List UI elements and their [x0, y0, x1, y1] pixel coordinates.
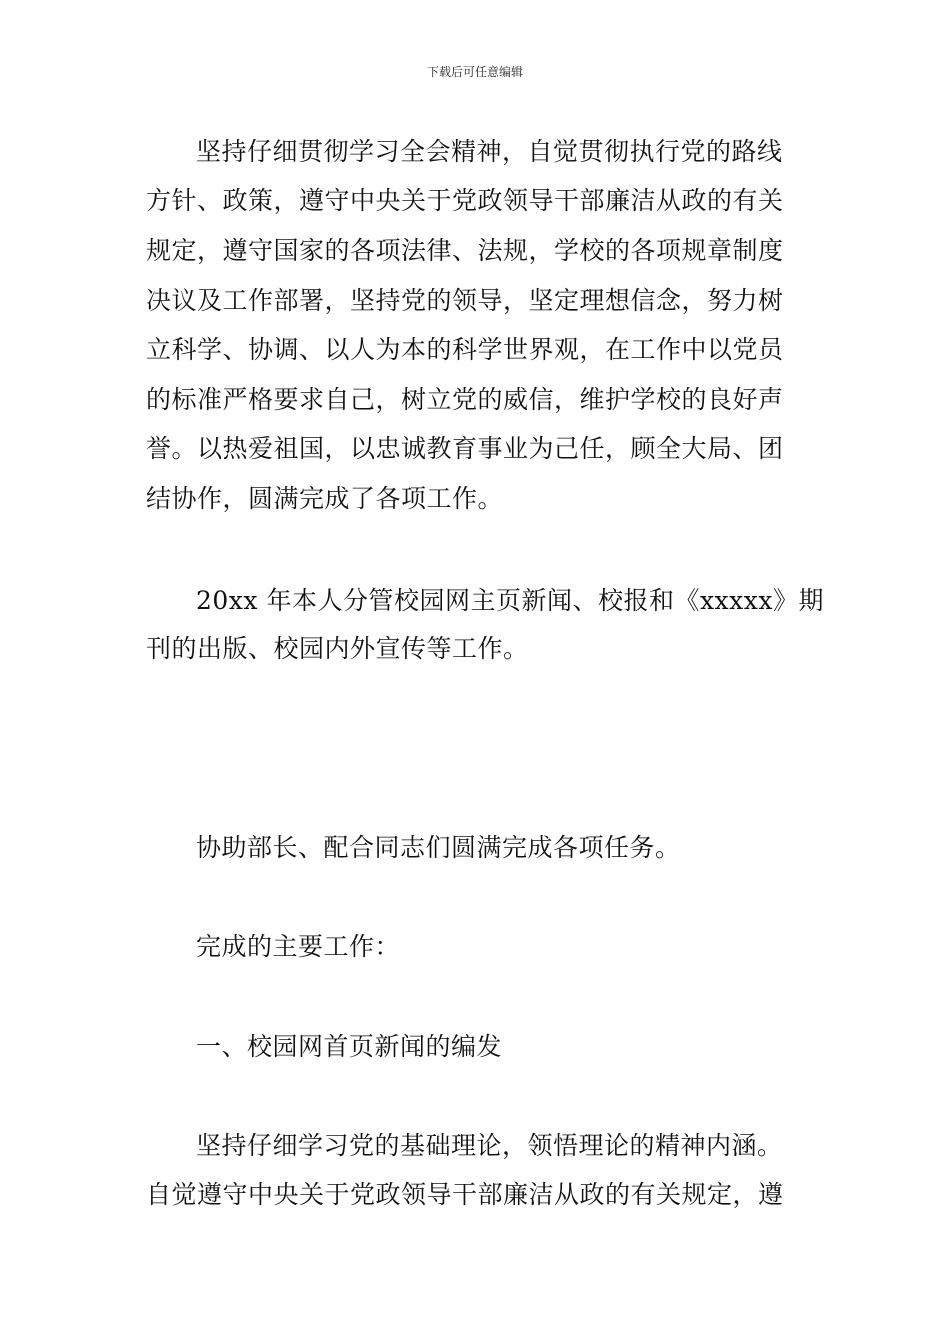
paragraph-line: 决议及工作部署，坚持党的领导，坚定理想信念，努力树	[146, 286, 784, 315]
paragraph-line: 誉。以热爱祖国，以忠诚教育事业为己任，顾全大局、团	[146, 434, 784, 463]
page-header: 下载后可任意编辑	[426, 65, 523, 79]
paragraph-line: 规定，遵守国家的各项法律、法规，学校的各项规章制度	[146, 236, 784, 265]
paragraph-line: 20xx 年本人分管校园网主页新闻、校报和《xxxxx》期	[196, 586, 824, 615]
paragraph-line: 一、校园网首页新闻的编发	[196, 1032, 503, 1061]
paragraph-line: 的标准严格要求自己，树立党的威信，维护学校的良好声	[146, 385, 784, 414]
paragraph-line: 坚持仔细贯彻学习全会精神，自觉贯彻执行党的路线	[196, 137, 783, 166]
paragraph-line: 立科学、协调、以人为本的科学世界观，在工作中以党员	[146, 335, 784, 364]
paragraph-line: 协助部长、配合同志们圆满完成各项任务。	[196, 833, 681, 862]
paragraph-line: 完成的主要工作：	[196, 932, 401, 961]
paragraph-line: 结协作，圆满完成了各项工作。	[146, 484, 504, 513]
paragraph-line: 坚持仔细学习党的基础理论，领悟理论的精神内涵。	[196, 1131, 783, 1160]
paragraph-line: 自觉遵守中央关于党政领导干部廉洁从政的有关规定，遵	[146, 1180, 784, 1209]
paragraph-line: 刊的出版、校园内外宣传等工作。	[146, 634, 529, 663]
paragraph-line: 方针、政策，遵守中央关于党政领导干部廉洁从政的有关	[146, 186, 784, 215]
